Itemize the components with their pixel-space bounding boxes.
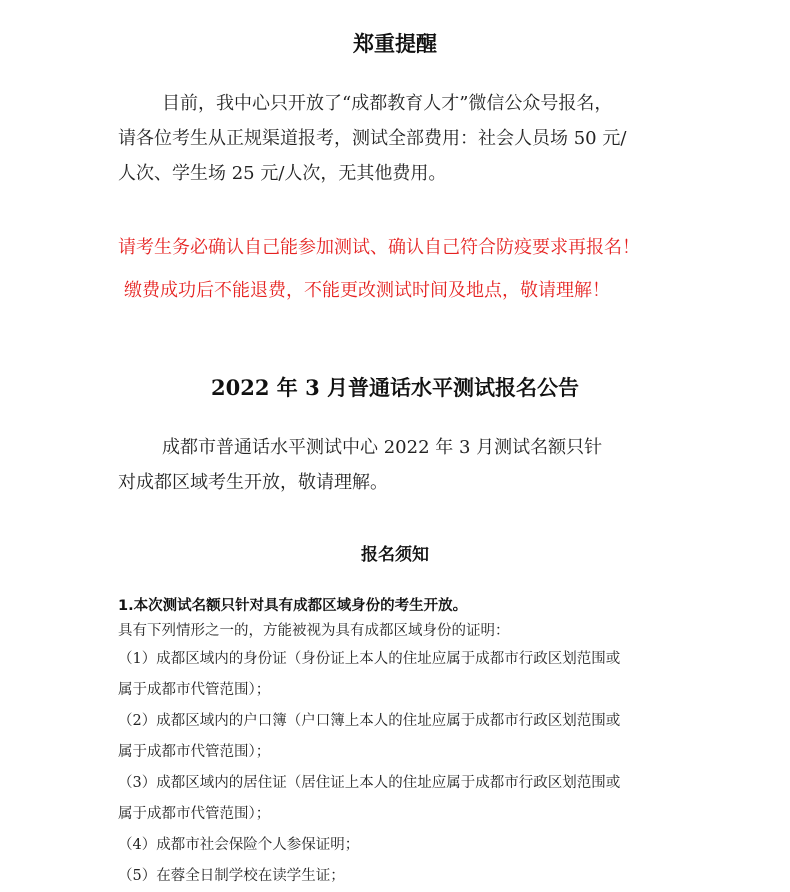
fee-paragraph xyxy=(118,86,688,191)
list-item: （4）成都市社会保险个人参保证明； xyxy=(118,837,360,853)
list-item: 属于成都市代管范围）； xyxy=(118,806,271,822)
announcement-title: 2022 年 3 月普通话水平测试报名公告 xyxy=(211,375,579,400)
paragraph-line: 成都市普通话水平测试中心 2022 年 3 月测试名额只针 xyxy=(162,437,603,458)
registration-notes-title: 报名须知 xyxy=(361,545,429,565)
item-intro: 具有下列情形之一的，方能被视为具有成都区域身份的证明： xyxy=(118,623,510,639)
item-title: 1.本次测试名额只针对具有成都区域身份的考生开放。 xyxy=(118,598,468,614)
warning-line: 缴费成功后不能退费，不能更改测试时间及地点，敬请理解！ xyxy=(124,280,610,301)
paragraph-line: 请各位考生从正规渠道报考，测试全部费用：社会人员场 50 元/ xyxy=(118,128,627,149)
announcement-paragraph xyxy=(118,430,688,500)
notice-title: 郑重提醒 xyxy=(353,31,437,56)
list-item: （2）成都区域内的户口簿（户口簿上本人的住址应属于成都市行政区划范围或 xyxy=(118,713,621,729)
registration-notes-body xyxy=(118,594,688,892)
paragraph-line: 人次、学生场 25 元/人次，无其他费用。 xyxy=(118,163,447,184)
list-item: 属于成都市代管范围）； xyxy=(118,682,271,698)
list-item: （5）在蓉全日制学校在读学生证； xyxy=(118,868,345,884)
list-item: 属于成都市代管范围）； xyxy=(118,744,271,760)
list-item: （1）成都区域内的身份证（身份证上本人的住址应属于成都市行政区划范围或 xyxy=(118,651,621,667)
list-item: （3）成都区域内的居住证（居住证上本人的住址应属于成都市行政区划范围或 xyxy=(118,775,621,791)
warning-line: 请考生务必确认自己能参加测试、确认自己符合防疫要求再报名！ xyxy=(118,237,640,258)
paragraph-line: 目前，我中心只开放了“成都教育人才”微信公众号报名， xyxy=(162,93,613,114)
paragraph-line: 对成都区域考生开放，敬请理解。 xyxy=(118,472,388,493)
